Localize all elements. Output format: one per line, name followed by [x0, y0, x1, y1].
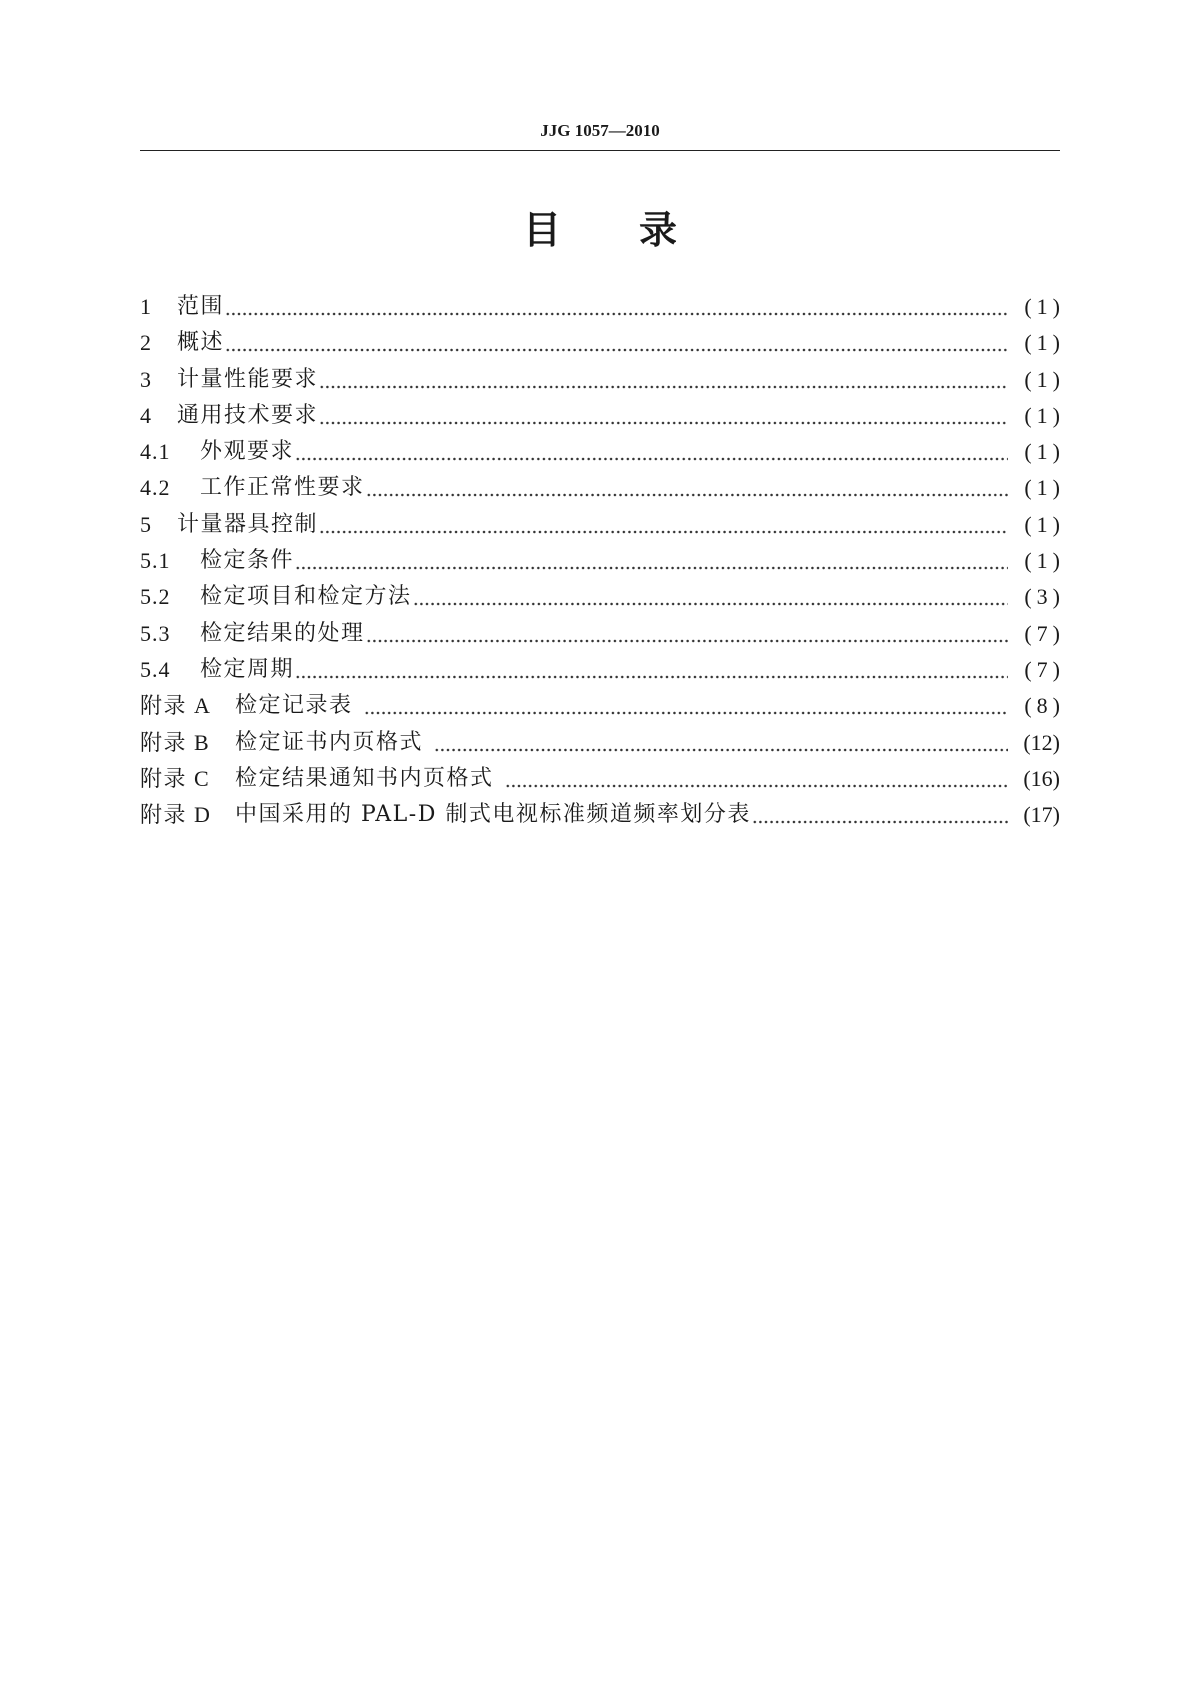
dot-leader — [413, 579, 1008, 615]
toc-entry — [140, 507, 1065, 543]
toc-entry-number: 1 — [140, 294, 152, 319]
dot-leader — [295, 434, 1008, 470]
toc-entry-number: 2 — [140, 330, 152, 356]
toc-entry-page: (3) — [1024, 584, 1065, 610]
toc-entry-page: (1) — [1024, 511, 1065, 537]
toc-entry-title: 工作正常性要求 — [200, 475, 365, 501]
toc-entry-page: (12) — [1023, 729, 1060, 755]
toc-entry-title: 检定周期 — [200, 656, 295, 682]
toc-entry-number: 3 — [140, 366, 152, 392]
toc-entry-page: (1) — [1024, 294, 1065, 319]
toc-entry-number: 5.1 — [140, 548, 171, 574]
toc-entry-title: 外观要求 — [200, 439, 295, 465]
toc-entry-page: (8) — [1024, 693, 1065, 719]
toc-entry-page: (7) — [1024, 656, 1065, 682]
toc-entry-title: 计量性能要求 — [177, 366, 319, 392]
toc-entry — [140, 398, 1065, 434]
dot-leader — [319, 398, 1008, 434]
toc-entry-page: (1) — [1024, 330, 1065, 356]
toc-entry-number: 附录 C — [140, 765, 211, 791]
toc-entry-title: 检定条件 — [200, 548, 295, 574]
toc-entry-page: (1) — [1024, 366, 1065, 392]
dot-leader — [295, 652, 1008, 688]
toc-entry — [140, 797, 1060, 833]
toc-entry-page: (1) — [1024, 402, 1065, 428]
page-title: 目录 — [522, 208, 755, 252]
dot-leader — [434, 725, 1008, 761]
dot-leader — [319, 362, 1008, 398]
toc-entry-number: 5 — [140, 511, 152, 537]
toc-entry-page: (7) — [1024, 620, 1065, 646]
toc-entry — [140, 543, 1065, 579]
dot-leader — [505, 761, 1008, 797]
toc-entry — [140, 616, 1065, 652]
toc-entry — [140, 434, 1065, 470]
toc-entry — [140, 761, 1060, 797]
toc-entry-title: 检定证书内页格式 — [235, 729, 424, 755]
toc-entry-number: 附录 A — [140, 693, 212, 719]
toc-entry-title: 检定结果通知书内页格式 — [235, 765, 494, 791]
toc-entry-page: (1) — [1024, 548, 1065, 574]
title-block — [140, 206, 1060, 254]
toc-entry-title: 检定项目和检定方法 — [200, 584, 412, 610]
toc-entry-title: 检定结果的处理 — [200, 620, 365, 646]
toc-entry-number: 5.4 — [140, 656, 171, 682]
dot-leader — [225, 289, 1008, 325]
toc-entry-number: 5.3 — [140, 620, 171, 646]
toc-entry-number: 附录 B — [140, 729, 211, 755]
toc-entry-page: (16) — [1023, 765, 1060, 791]
toc-entry-number: 5.2 — [140, 584, 171, 610]
toc-entry-title: 概述 — [177, 330, 225, 356]
dot-leader — [319, 507, 1008, 543]
toc-entry-title: 计量器具控制 — [177, 511, 319, 537]
toc-entry — [140, 725, 1060, 761]
toc-entry-number: 4 — [140, 402, 152, 428]
toc-entry-title: 范围 — [177, 294, 225, 319]
toc-entry-number: 附录 D — [140, 802, 212, 828]
dot-leader — [366, 470, 1008, 506]
toc-entry-title: 通用技术要求 — [177, 402, 319, 428]
toc-entry — [140, 579, 1065, 615]
toc-entry-number: 4.2 — [140, 475, 171, 501]
toc-entry — [140, 325, 1065, 361]
toc-entry — [140, 362, 1065, 398]
toc-entry-page: (1) — [1024, 475, 1065, 501]
dot-leader — [752, 797, 1008, 833]
toc-entry — [140, 652, 1065, 688]
toc-entry — [140, 688, 1065, 724]
toc-entry — [140, 289, 1065, 325]
toc-entry-number: 4.1 — [140, 439, 171, 465]
dot-leader — [225, 325, 1008, 361]
dot-leader — [364, 688, 1008, 724]
dot-leader — [295, 543, 1008, 579]
running-header: JJG 1057—2010 — [540, 121, 660, 140]
toc-entry-title: 中国采用的 PAL-D 制式电视标准频道频率划分表 — [235, 802, 751, 828]
table-of-contents — [140, 289, 1065, 833]
toc-entry-title: 检定记录表 — [235, 693, 353, 719]
dot-leader — [366, 616, 1008, 652]
toc-entry-page: (17) — [1023, 802, 1060, 828]
header-rule — [140, 150, 1060, 151]
toc-entry-page: (1) — [1024, 439, 1065, 465]
toc-entry — [140, 470, 1065, 506]
